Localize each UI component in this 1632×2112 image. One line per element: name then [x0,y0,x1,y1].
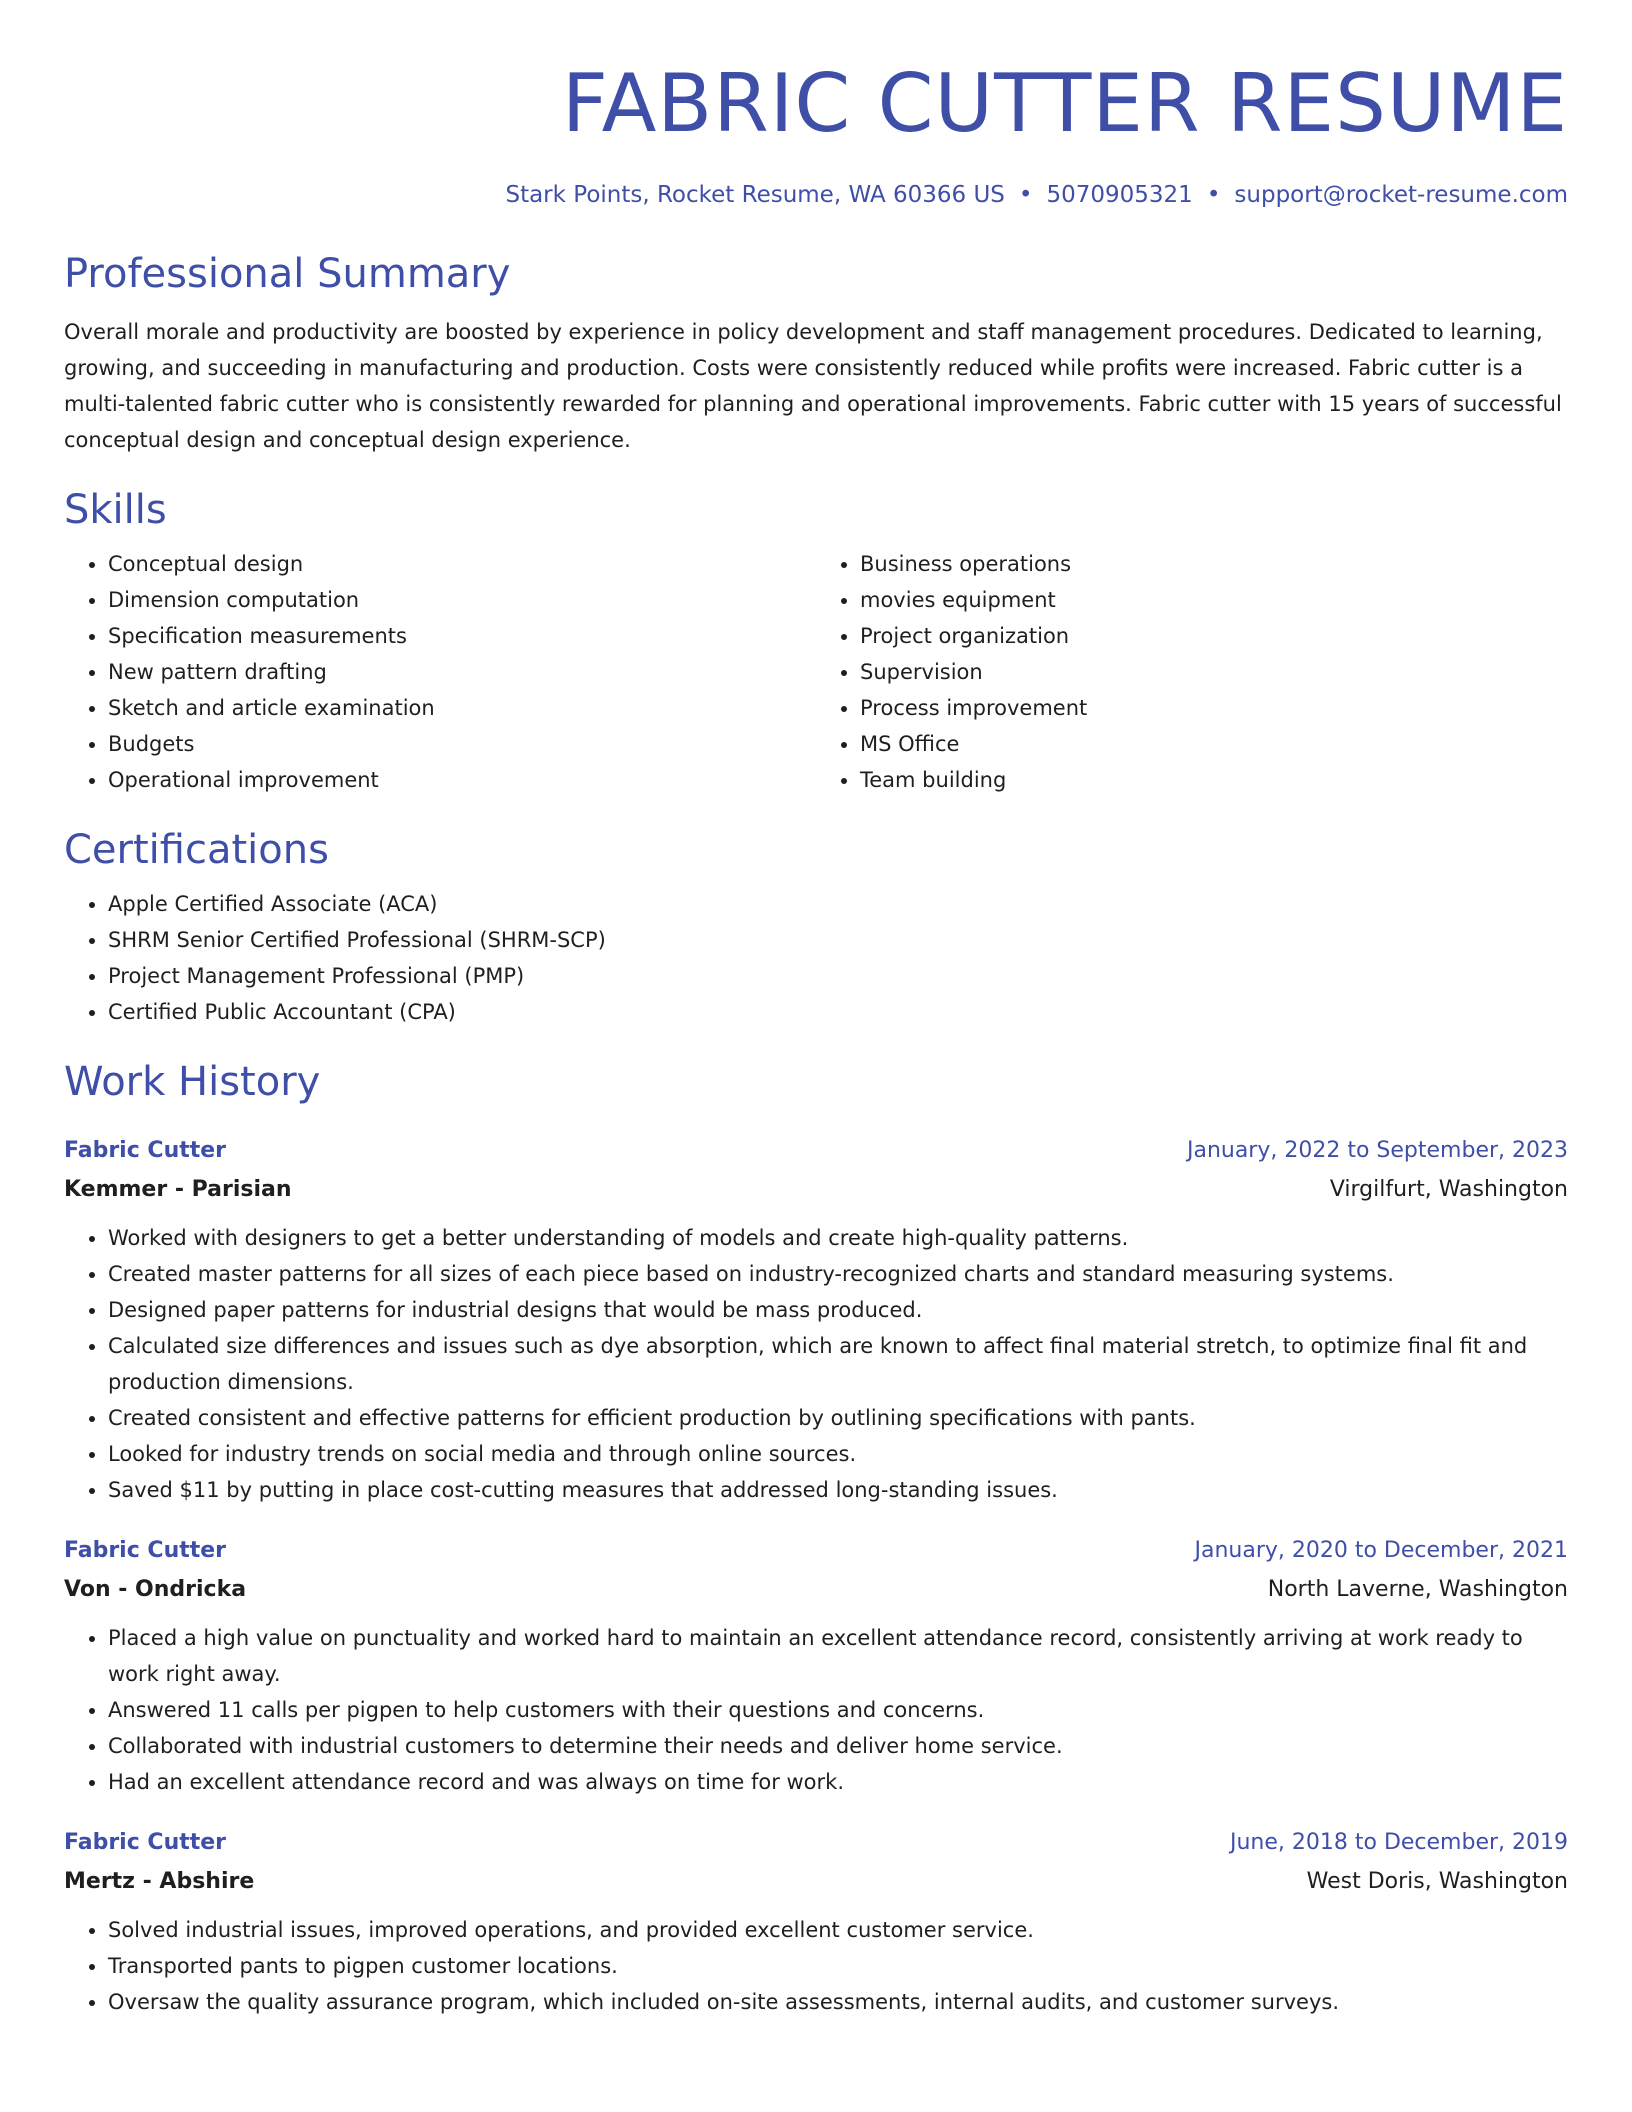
contact-separator: • [1018,182,1033,208]
job-bullets [64,1912,1568,2020]
job-entry [64,1532,1568,1800]
skills-grid [64,546,1568,798]
skill-item: • Supervision [860,654,1568,690]
job-entry [64,1824,1568,2020]
skill-item: • Process improvement [860,690,1568,726]
certification-item: • Project Management Professional (PMP) [108,958,1568,994]
job-company: Kemmer - Parisian [64,1177,292,1202]
job-bullet: • Created consistent and effective patterns for efficient production by outlining specifications with pants. [108,1400,1568,1436]
skill-item: • movies equipment [860,582,1568,618]
skill-item: • Project organization [860,618,1568,654]
job-title-row [64,1532,1568,1570]
contact-line [64,180,1568,210]
job-bullet: • Looked for industry trends on social media and through online sources. [108,1436,1568,1472]
job-bullet: • Had an excellent attendance record and was always on time for work. [108,1764,1568,1800]
contact-separator: • [1206,182,1221,208]
job-bullets [64,1220,1568,1508]
job-company-row [64,1570,1568,1610]
job-bullet: • Collaborated with industrial customers to determine their needs and deliver home service. [108,1728,1568,1764]
certification-item: • Apple Certified Associate (ACA) [108,886,1568,922]
certification-item: • SHRM Senior Certified Professional (SHRM-SCP) [108,922,1568,958]
job-company: Mertz - Abshire [64,1869,255,1894]
skill-item: • Operational improvement [108,762,816,798]
skills-list-right [816,546,1568,798]
job-bullet: • Transported pants to pigpen customer locations. [108,1948,1568,1984]
skill-item: • Team building [860,762,1568,798]
resume-header [64,0,1568,210]
job-company: Von - Ondricka [64,1577,247,1602]
resume-title: FABRIC CUTTER RESUME [561,57,1568,150]
job-dates: January, 2020 to December, 2021 [1194,1538,1568,1563]
job-dates: June, 2018 to December, 2019 [1229,1830,1568,1855]
job-bullet: • Designed paper patterns for industrial designs that would be mass produced. [108,1292,1568,1328]
job-bullet: • Answered 11 calls per pigpen to help customers with their questions and concerns. [108,1692,1568,1728]
job-title: Fabric Cutter [64,1538,227,1563]
job-bullet: • Oversaw the quality assurance program, which included on-site assessments, internal audits, and customer surveys. [108,1984,1568,2020]
job-company-row [64,1862,1568,1902]
certifications-heading: Certifications [64,827,329,873]
skills-heading: Skills [64,487,167,533]
skill-item: • Dimension computation [108,582,816,618]
skills-list-left [64,546,816,798]
contact-phone: 5070905321 [1046,182,1193,208]
certifications-section [64,824,1568,1030]
job-location: West Doris, Washington [1306,1869,1568,1894]
certification-item: • Certified Public Accountant (CPA) [108,994,1568,1030]
skill-item: • New pattern drafting [108,654,816,690]
skills-section [64,484,1568,798]
jobs-container [64,1132,1568,2020]
job-bullet: • Solved industrial issues, improved operations, and provided excellent customer service. [108,1912,1568,1948]
summary-text: Overall morale and productivity are boosted by experience in policy development and staff management procedures. Dedicated to learning, growing, and succeeding in manufacturing and production. Costs were consistently reduced while profits were increased. Fabric cutter is a multi-talented fabric cutter who is consistently rewarded for planning and operational improvements. Fabric cutter with 15 years of successful conceptual design and conceptual design experience. [64,320,1562,452]
job-location: Virgilfurt, Washington [1329,1177,1568,1202]
contact-email: support@rocket-resume.com [1234,182,1568,208]
job-title: Fabric Cutter [64,1138,227,1163]
job-bullet: • Saved $11 by putting in place cost-cutting measures that addressed long-standing issues. [108,1472,1568,1508]
skill-item: • Sketch and article examination [108,690,816,726]
work-history-section [64,1056,1568,2020]
job-bullet: • Calculated size differences and issues such as dye absorption, which are known to affect final material stretch, to optimize final fit and production dimensions. [108,1328,1568,1400]
job-title-row [64,1824,1568,1862]
work-history-heading: Work History [64,1059,321,1105]
skill-item: • MS Office [860,726,1568,762]
certifications-list [64,886,1568,1030]
contact-address: Stark Points, Rocket Resume, WA 60366 US [505,182,1005,208]
skill-item: • Specification measurements [108,618,816,654]
job-entry [64,1132,1568,1508]
job-dates: January, 2022 to September, 2023 [1186,1138,1568,1163]
job-bullets [64,1620,1568,1800]
job-title: Fabric Cutter [64,1830,227,1855]
job-title-row [64,1132,1568,1170]
skill-item: • Conceptual design [108,546,816,582]
job-bullet: • Placed a high value on punctuality and worked hard to maintain an excellent attendance record, consistently arriving at work ready to work right away. [108,1620,1568,1692]
job-bullet: • Worked with designers to get a better understanding of models and create high-quality patterns. [108,1220,1568,1256]
job-bullet: • Created master patterns for all sizes of each piece based on industry-recognized charts and standard measuring systems. [108,1256,1568,1292]
job-company-row [64,1170,1568,1210]
skill-item: • Budgets [108,726,816,762]
skill-item: • Business operations [860,546,1568,582]
summary-heading: Professional Summary [64,251,511,297]
job-location: North Laverne, Washington [1267,1577,1568,1602]
summary-section [64,248,1568,458]
